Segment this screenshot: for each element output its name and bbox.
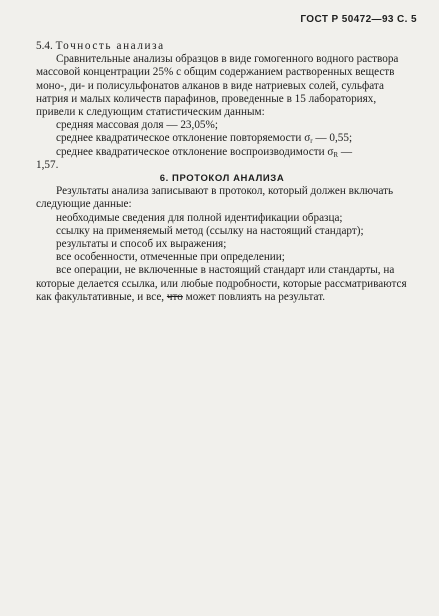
section-title: Точность анализа xyxy=(55,40,165,52)
stat-mean: средняя массовая доля — 23,05%; xyxy=(56,119,218,132)
protocol-item: необходимые сведения для полной идентификации образца; xyxy=(56,211,343,224)
section-number: 5.4. xyxy=(36,40,53,52)
document-body xyxy=(36,40,408,304)
protocol-item: все особенности, отмеченные при определении; xyxy=(56,251,285,264)
struck-word: что xyxy=(166,290,183,303)
section-6-heading: 6. ПРОТОКОЛ АНАЛИЗА xyxy=(159,173,285,185)
stat-repeatability: среднее квадратическое отклонение повторяемости $\sigma_r$ — 0,55; xyxy=(56,132,353,146)
protocol-item: результаты и способ их выражения; xyxy=(56,238,227,251)
protocol-item-last: все операции, не включенные в настоящий стандарт или стандарты, на которые делается ссылка, или любые подробности, которые рассматриваются как факультативные, и все, что может повлиять на результат. xyxy=(36,264,407,303)
section-5-4-heading xyxy=(36,40,408,53)
page-header: ГОСТ Р 50472—93 С. 5 xyxy=(300,14,417,25)
protocol-item: ссылку на применяемый метод (ссылку на настоящий стандарт); xyxy=(56,224,364,237)
section-6-intro: Результаты анализа записывают в протокол, который должен включать следующие данные: xyxy=(36,185,394,211)
section-5-4-paragraph: Сравнительные анализы образцов в виде гомогенного водного раствора массовой концентрации 25% с общим содержанием растворенных веществ моно-, ди- и полисульфонатов алканов в виде натриевых солей, сульфата натрия и малых количеств парафинов, проведенные в 15 лабораториях, привели к следующим статистическим данным: xyxy=(36,53,399,119)
stat-reproducibility-value: 1,57. xyxy=(36,158,59,171)
stat-reproducibility: среднее квадратическое отклонение воспроизводимости $\sigma_R$ — xyxy=(56,145,353,159)
